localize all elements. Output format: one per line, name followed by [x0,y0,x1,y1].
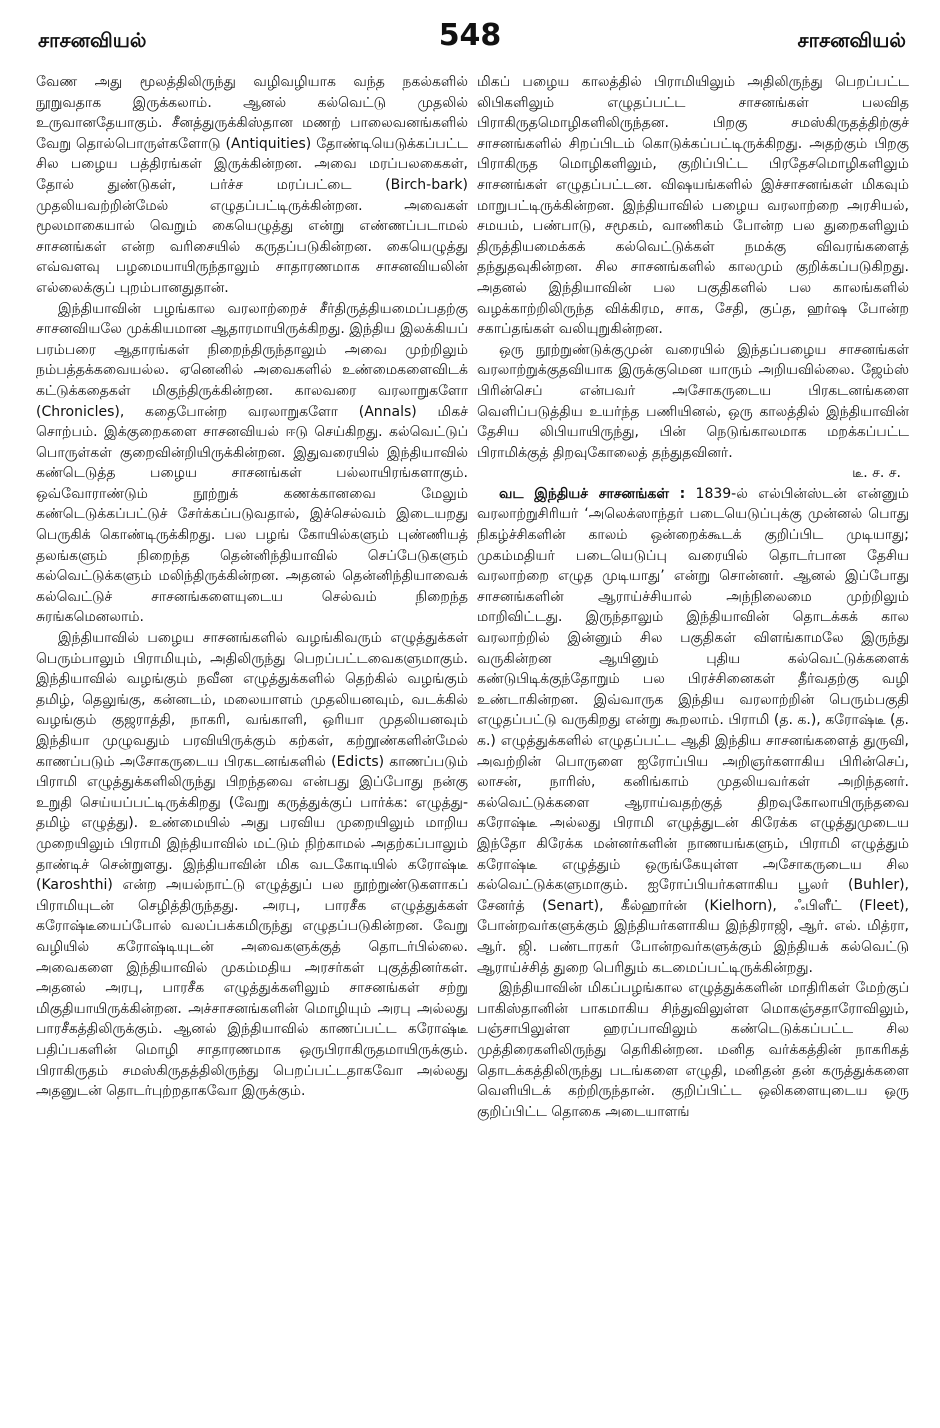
section-heading: வட இந்தியச் சாசனங்கள் : [499,485,686,502]
section-paragraph [477,484,909,978]
paragraph: மிகப் பழைய காலத்தில் பிராமியிலும் அதிலிருந்து பெறப்பட்ட லிபிகளிலும் எழுதப்பட்ட சாசனங்கள் பலவித பிராகிருதமொழிகளிலிருந்தன. பிறகு சமஸ்கிருதத்திற்குச் சாசனங்களில் சிறப்பிடம் கொடுக்கப்பட்டிருக்கிறது. அதற்கும் பிறகு பிராகிருத மொழிகளிலும், குறிப்பிட்ட பிரதேசமொழிகளிலும் சாசனங்கள் எழுதப்பட்டன. விஷயங்களில் இச்சாசனங்கள் மிகவும் மாறுபட்டிருக்கின்றன. இந்தியாவில் பழைய வரலாற்றை அரசியல், சமயம், பண்பாடு, சமூகம், வாணிகம் போன்ற பல துறைகளிலும் திருத்தியமைக்கக் கல்வெட்டுக்கள் நமக்கு விவரங்களைத் தந்துதவுகின்றன. சில சாசனங்களில் காலமும் குறிக்கப்படுகிறது. அதனல் இந்தியாவின் பல பகுதிகளில் பல காலங்களில் வழக்காற்றிலிருந்த விக்கிரம, சாக, சேதி, குப்த, ஹர்ஷ போன்ற சகாப்தங்கள் வலியுறுகின்றன. [477,74,909,338]
paragraph: இந்தியாவில் பழைய சாசனங்களில் வழங்கிவரும் எழுத்துக்கள் பெரும்பாலும் பிராமியும், அதிலிருந்து பெறப்பட்டவைகளுமாகும். இந்தியாவில் வழங்கும் நவீன எழுத்துக்களில் தெற்கில் வழங்கும் தமிழ், தெலுங்கு, கன்னடம், மலையாளம் முதலியனவும், வடக்கில் வழங்கும் குஜராத்தி, நாகரி, வங்காளி, ஒரியா முதலியனவும் இந்தியா முழுவதும் பரவியிருக்கும் கற்கள், கற்றூண்களின்மேல் காணப்படும் அசோகருடைய பிரகடனங்களில் (Edicts) காணப்படும் பிராமி எழுத்துக்களிலிருந்து பிறந்தவை என்பது இப்போது நன்கு உறுதி செய்யப்பட்டிருக்கிறது (வேறு கருத்துக்குப் பார்க்க: எழுத்து-தமிழ் எழுத்து). உண்மையில் அது பரவிய முறையிலும் மாறிய முறையிலும் பிராமி இந்தியாவில் மட்டும் நிற்காமல் அதற்கப்பாலும் தாண்டிச் சென்றுளது. இந்தியாவின் மிக வடகோடியில் கரோஷ்டீ (Karoshthi) என்ற அயல்நாட்டு எழுத்துப் பல நூற்றுண்டுகளாகப் பிராமியுடன் செழித்திருந்தது. அரபு, பாரசீக எழுத்துக்கள் கரோஷ்டீயைப்போல் வலப்பக்கமிருந்து எழுதப்படுகின்றன. வேறு வழியில் கரோஷ்டியுடன் அவைகளுக்குத் தொடர்பில்லை. அவைகளை இந்தியாவில் முகம்மதிய அரசர்கள் புகுத்தினர்கள். அதனல் அரபு, பாரசீக எழுத்துக்களிலும் சாசனங்கள் சற்று மிகுதியாயிருக்கின்றன. அச்சாசனங்களின் மொழியும் அரபு அல்லது பாரசீகத்திலிருக்கும். ஆனல் இந்தியாவில் காணப்பட்ட கரோஷ்டீ பதிப்பகளின் மொழி சாதாரணமாக ஒருபிராகிருதமாயிருக்கும். பிராகிருதம் சமஸ்கிருதத்திலிருந்து பெறப்பட்டதாகவோ அல்லது அதனுடன் தொடர்புற்றதாகவோ இருக்கும். [36,630,468,1100]
page-number: 548 [438,18,502,53]
paragraph: வேண அது மூலத்திலிருந்து வழிவழியாக வந்த நகல்களில் நூறுவதாக இருக்கலாம். ஆனல் கல்வெட்டு முதலில் உருவானதேயாகும். சீனத்துருக்கிஸ்தான மணற் பாலைவனங்களில் வேறு தொல்பொருள்களோடு (Antiquities) தோண்டியெடுக்கப்பட்ட சில பழைய பத்திரங்கள் இருக்கின்றன. அவை மரப்பலகைகள், தோல் துண்டுகள், பர்ச்ச மரப்பட்டை (Birch-bark) முதலியவற்றின்மேல் எழுதப்பட்டிருக்கின்றன. அவைகள் மூலமாகையால் வெறும் கையெழுத்து என்று எண்ணப்படாமல் சாசனங்கள் என்ற வரிசையில் கருதப்படுகின்றன. கையெழுத்து எவ்வளவு பழமையாயிருந்தாலும் சாதாரணமாக சாசனவியலின் எல்லைக்குப் புறம்பானதுதான். [36,74,468,296]
section-body: 1839-ல் எல்பின்ஸ்டன் என்னும் வரலாற்றுசிரியர் ‘அலெக்ஸாந்தர் படையெடுப்புக்கு முன்னல் பொது நிகழ்ச்சிகளின் காலம் ஒன்றைக்கூடக் குறிப்பிட முடியாது; முகம்மதியர் படையெடுப்பு வரையில் தொடர்பான தேசிய வரலாற்றை எழுத முடியாது’ என்று சொன்னர். ஆனல் இப்போது சாசனங்களின் ஆராய்ச்சியால் அந்நிலைமை முற்றிலும் மாறிவிட்டது. இருந்தாலும் இந்தியாவின் தொடக்கக் கால வரலாற்றில் இன்னும் சில பகுதிகள் விளங்காமலே இருந்து வருகின்றன ஆயினும் புதிய கல்வெட்டுக்களைக் கண்டுபிடிக்குந்தோறும் பல பிரச்சினைகள் தீர்வதற்கு வழி உண்டாகின்றன. இவ்வாருக இந்திய வரலாற்றின் பெரும்பகுதி எழுதப்பட்டு வருகிறது என்று கூறலாம். பிராமி (த. க.), கரோஷ்டீ (த. க.) எழுத்துக்களில் எழுதப்பட்ட ஆதி இந்திய சாசனங்களைத் துருவி, அவற்றின் பொருளை ஐரோப்பிய அறிஞர்களாகிய பிரின்செப், லாசன், நாரிஸ், கனிங்காம் முதலியவர்கள் அறிந்தனர். கல்வெட்டுக்களை ஆராய்வதற்குத் திறவுகோலாயிருந்தவை கரோஷ்டீ அல்லது பிராமி எழுத்துடன் கிரேக்க எழுத்துமுடைய இந்தோ கிரேக்க மன்னர்களின் நாணயங்களும், பிராமி எழுத்தும் கரோஷ்டீ எழுத்தும் ஒருங்கேயுள்ள அசோகருடைய சில கல்வெட்டுக்களுமாகும். ஐரோப்பியர்களாகிய பூலர் (Buhler), சேனர்த் (Senart), கீல்ஹார்ன் (Kielhorn), ஃபிளீட் (Fleet), போன்றவர்களுக்கும் இந்தியர்களாகிய இந்திராஜி, ஆர். எல். மித்ரா, ஆர். ஜி. பண்டாரகர் போன்றவர்களுக்கும் இந்தியக் கல்வெட்டு ஆராய்ச்சித் துறை பெரிதும் கடமைப்பட்டிருக்கின்றது. [477,485,909,976]
author-initials: டீ. ச. ச. [852,465,901,482]
left-column [36,72,468,1412]
paragraph: ஒரு நூற்றுண்டுக்குமுன் வரையில் இந்தப்பழைய சாசனங்கள் வரலாற்றுக்குதவியாக இருக்குமென யாரும் அறியவில்லை. ஜேம்ஸ் பிரின்செப் என்பவர் அசோகருடைய பிரகடனங்களை வெளிப்படுத்திய உயர்ந்த பணியினல், ஒரு காலத்தில் இந்தியாவின் தேசிய லிபியாயிருந்து, பின் நெடுங்காலமாக மறக்கப்பட்ட பிராமிக்குத் திறவுகோலைத் தந்துதவினர். [477,341,909,461]
right-column [477,72,909,1412]
page-header [0,18,940,60]
paragraph: இந்தியாவின் மிகப்பழங்கால எழுத்துக்களின் மாதிரிகள் மேற்குப் பாகிஸ்தானின் பாகமாகிய சிந்துவிலுள்ள மொகஞ்சதாரோவிலும், பஞ்சாபிலுள்ள ஹரப்பாவிலும் கண்டெடுக்கப்பட்ட சில முத்திரைகளிலிருந்து தெரிகின்றன. மனித வர்க்கத்தின் நாகரிகத் தொடக்கத்திலிருந்து படங்களை எழுதி, மனிதன் தன் கருத்துக்களை வெளியிடக் கற்றிருந்தான். குறிப்பிட்ட ஒலிகளையுடைய ஒரு குறிப்பிட்ட தொகை அடையாளங் [477,980,909,1120]
running-title-left: சாசனவியல் [38,28,147,52]
running-title-right: சாசனவியல் [797,28,906,52]
paragraph: இந்தியாவின் பழங்கால வரலாற்றைச் சீர்திருத்தியமைப்பதற்கு சாசனவியலே முக்கியமான ஆதாரமாயிருக்கிறது. இந்திய இலக்கியப் பரம்பரை ஆதாரங்கள் நிறைந்திருந்தாலும் அவை முற்றிலும் நம்பத்தக்கவையல்ல. ஏனெனில் அவைகளில் உண்மைகளைவிடக் கட்டுக்கதைகள் மிகுந்திருக்கின்றன. காலவரை வரலாறுகளோ (Chronicles), கதைபோன்ற வரலாறுகளோ (Annals) மிகச் சொற்பம். இக்குறைகளை சாசனவியல் ஈடு செய்கிறது. கல்வெட்டுப் பொருள்கள் குறைவின்றியிருக்கின்றன. இதுவரையில் இந்தியாவில் கண்டெடுத்த பழைய சாசனங்கள் பல்லாயிரங்களாகும். ஒவ்வோராண்டும் நூற்றுக் கணக்கானவை மேலும் கண்டெடுக்கப்பட்டுச் சேர்க்கப்படுவதால், இச்செல்வம் இடையறது பெருகிக் கொண்டிருக்கிறது. பல பழங் கோயில்களும் புண்ணியத் தலங்களும் நிறைந்த தென்னிந்தியாவில் செப்பேடுகளும் கல்வெட்டுக்களும் மலிந்திருக்கின்றன. அதனல் தென்னிந்தியாவைக் கல்வெட்டுச் சாசனங்களையுடைய செல்வம் நிறைந்த சுரங்கமெனலாம். [36,300,468,626]
